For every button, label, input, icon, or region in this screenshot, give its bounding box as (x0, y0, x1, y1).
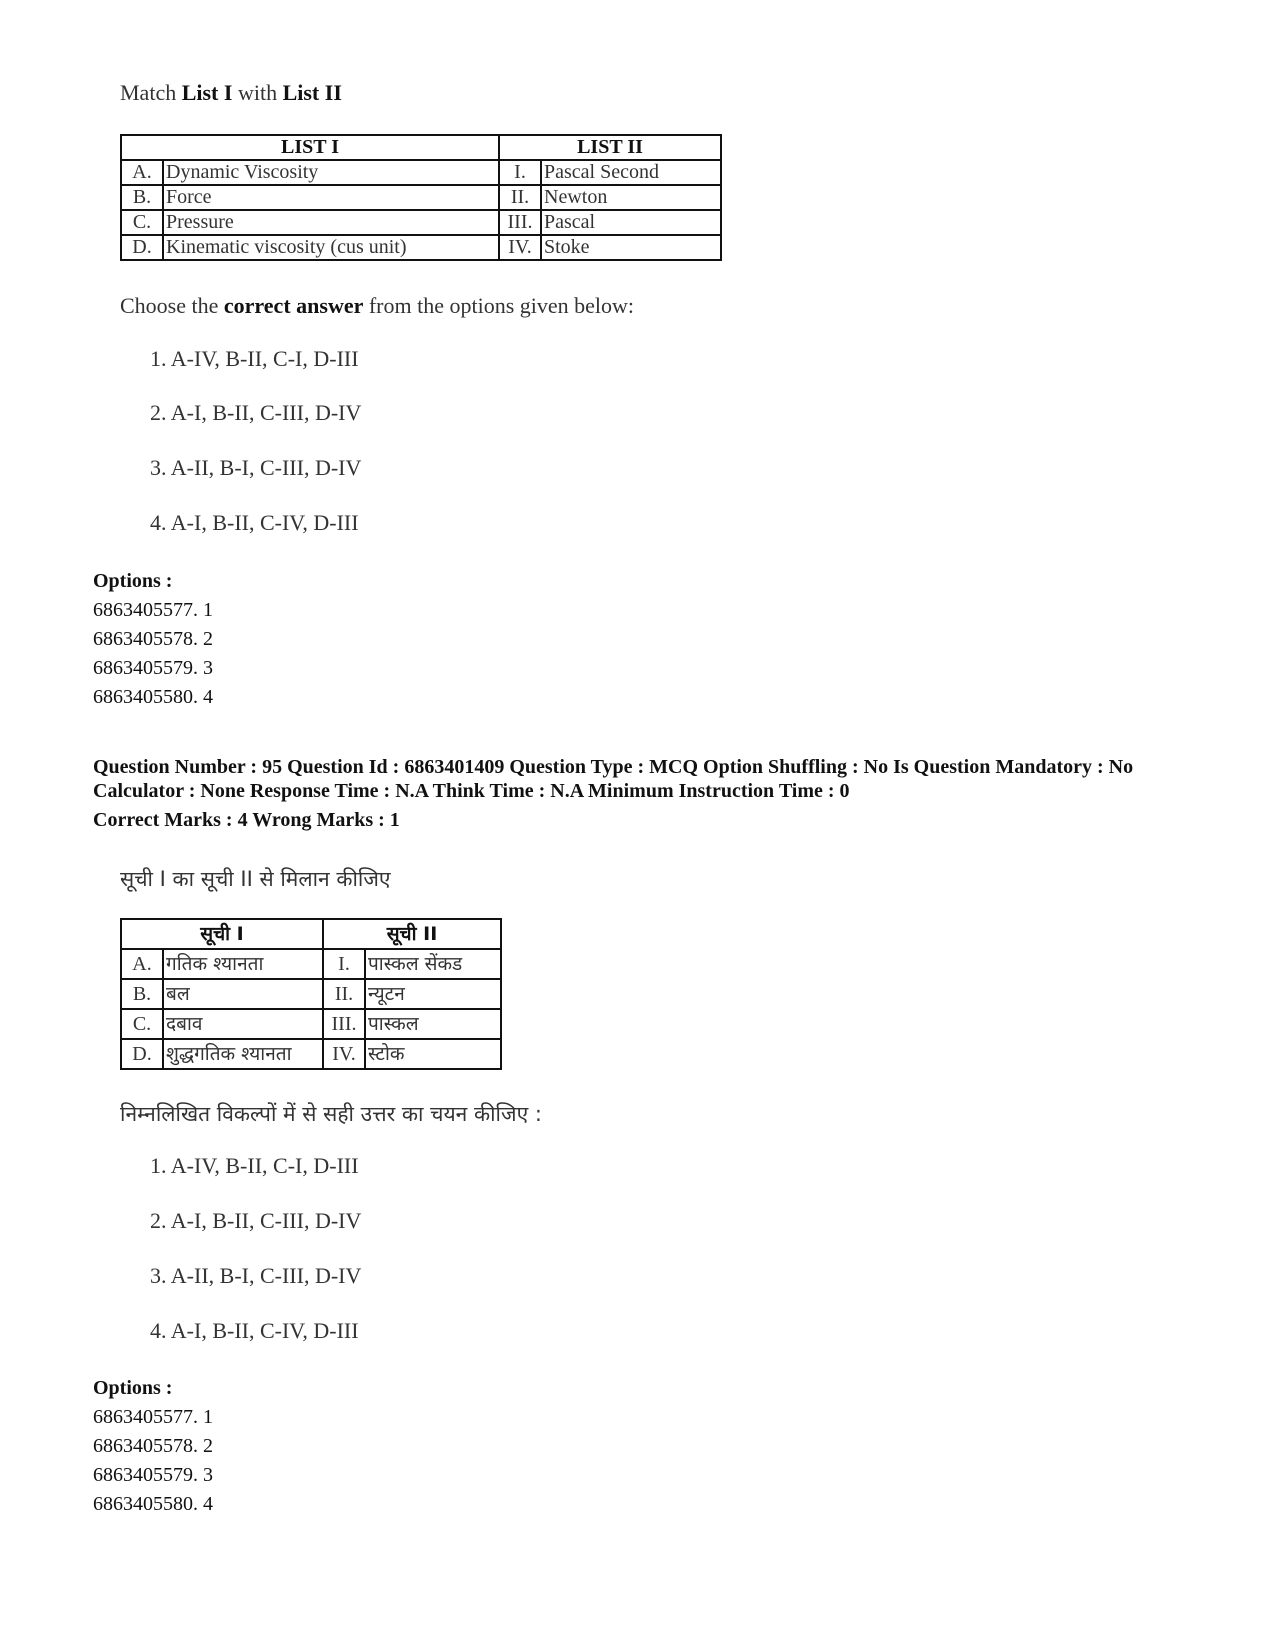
choose-instruction-hindi: निम्नलिखित विकल्पों में से सही उत्तर का चयन कीजिए : (120, 1102, 542, 1126)
answer-choice: 3. A-II, B-I, C-III, D-IV (150, 1263, 362, 1288)
list-1-header: LIST I (121, 135, 499, 160)
table-row: A. गतिक श्यानता I. पास्कल सेंकड (121, 949, 501, 979)
table-row: B. बल II. न्यूटन (121, 979, 501, 1009)
table-row: B. Force II. Newton (121, 185, 721, 210)
list-1-header: सूची I (121, 919, 323, 949)
answer-choice: 1. A-IV, B-II, C-I, D-III (150, 346, 359, 371)
table-row: C. दबाव III. पास्कल (121, 1009, 501, 1039)
answer-choice: 4. A-I, B-II, C-IV, D-III (150, 1318, 359, 1343)
option-id: 6863405580. 4 (93, 686, 213, 708)
options-title: Options : (93, 1377, 173, 1399)
option-id: 6863405580. 4 (93, 1493, 213, 1515)
answer-choice: 1. A-IV, B-II, C-I, D-III (150, 1153, 359, 1178)
match-table-hindi (120, 918, 502, 1070)
option-id: 6863405578. 2 (93, 628, 213, 650)
match-table (120, 134, 722, 261)
table-header-row (121, 919, 501, 949)
question-meta: Question Number : 95 Question Id : 6863401409 Question Type : MCQ Option Shuffling : No Is Question Mandatory : No Calculator : None Response Time : N.A Think Time : N.A Minimum Instruction Time : 0 (93, 756, 1134, 802)
match-instruction-hindi: सूची I का सूची II से मिलान कीजिए (120, 867, 391, 891)
option-id: 6863405577. 1 (93, 599, 213, 621)
table-row: C. Pressure III. Pascal (121, 210, 721, 235)
answer-choice: 4. A-I, B-II, C-IV, D-III (150, 510, 359, 535)
table-header-row (121, 135, 721, 160)
option-id: 6863405579. 3 (93, 657, 213, 679)
table-row: D. शुद्धगतिक श्यानता IV. स्टोक (121, 1039, 501, 1069)
option-id: 6863405577. 1 (93, 1406, 213, 1428)
option-id: 6863405578. 2 (93, 1435, 213, 1457)
choose-instruction: Choose the correct answer from the options given below: (120, 293, 635, 318)
answer-choice: 2. A-I, B-II, C-III, D-IV (150, 1208, 362, 1233)
marks-meta: Correct Marks : 4 Wrong Marks : 1 (93, 809, 400, 831)
list-2-header: LIST II (499, 135, 721, 160)
answer-choice: 2. A-I, B-II, C-III, D-IV (150, 400, 362, 425)
list-2-header: सूची II (323, 919, 501, 949)
table-row: A. Dynamic Viscosity I. Pascal Second (121, 160, 721, 185)
options-title: Options : (93, 570, 173, 592)
answer-choice: 3. A-II, B-I, C-III, D-IV (150, 455, 362, 480)
match-instruction: Match List I with List II (120, 80, 342, 105)
option-id: 6863405579. 3 (93, 1464, 213, 1486)
table-row: D. Kinematic viscosity (cus unit) IV. Stoke (121, 235, 721, 260)
